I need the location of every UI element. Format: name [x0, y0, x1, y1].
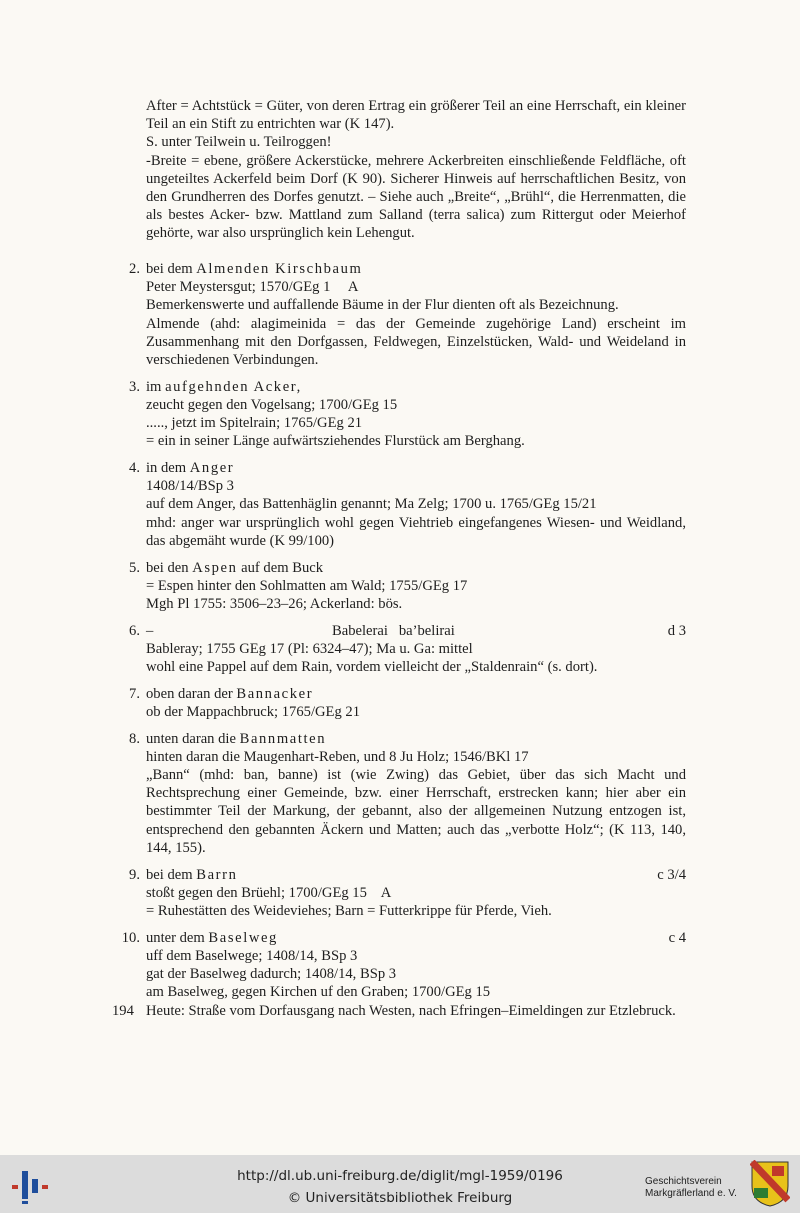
field-name: Almenden Kirschbaum	[196, 261, 363, 277]
entry	[0, 559, 800, 614]
entry-line: = Espen hinter den Sohlmatten am Wald; 1755/GEg 17	[146, 577, 468, 594]
entry-number: 4.	[129, 460, 140, 477]
entry-line: stoßt gegen den Brüehl; 1700/GEg 15 A	[146, 884, 392, 901]
entry-line: Mgh Pl 1755: 3506–23–26; Ackerland: bös.	[146, 595, 403, 612]
field-name: Aspen	[192, 559, 238, 576]
field-name: Anger	[189, 460, 235, 477]
field-name-pronunciation: Babelerai ba’belirai	[332, 622, 455, 639]
entry	[0, 459, 800, 550]
entry-line: Peter Meystersgut; 1570/GEg 1 A	[146, 279, 359, 296]
entry-heading	[146, 622, 686, 640]
heading-prefix: bei den	[146, 559, 193, 576]
heading-suffix: auf dem Buck	[237, 559, 324, 576]
entry-number: 8.	[129, 730, 140, 747]
entry-line: ....., jetzt im Spitelrain; 1765/GEg 21	[146, 415, 363, 432]
heading-prefix: im	[146, 378, 166, 395]
entry-heading	[146, 378, 686, 396]
entry-body	[146, 685, 686, 721]
grid-reference: d 3	[667, 622, 686, 639]
entry-list	[0, 260, 800, 1028]
entry	[0, 730, 800, 857]
entry	[0, 685, 800, 721]
entry-number: 6.	[129, 622, 140, 639]
entry-line: hinten daran die Maugenhart-Reben, und 8 Ju Holz; 1546/BKl 17	[146, 748, 529, 765]
entry-line: Heute: Straße vom Dorfausgang nach Westen, nach Efringen–Eimeldingen zur Etzlebruck.	[146, 1002, 676, 1019]
intro-paragraph: -Breite = ebene, größere Ackerstücke, mehrere Ackerbreiten einschließende Feldfläche, oft ungeteiltes Ackerfeld beim Dorf (K 90). Sicherer Hinweis auf herrschaftlichen Besitz, von den Grundherren des Dorfes genutzt. – Siehe auch „Breite“, „Brühl“, die Herrenmatten, die als bestes Acker- bzw. Mattland zum Salland (terra salica) zum Rittergut oder Meierhof gehörte, war also ursprünglich kein Lehengut.	[146, 152, 686, 242]
entry-number: 2.	[129, 261, 140, 277]
footer-copyright: © Universitätsbibliothek Freiburg	[287, 1190, 513, 1206]
entry-number: 3.	[129, 378, 140, 395]
entry-body	[146, 622, 686, 677]
entry-line: wohl eine Pappel auf dem Rain, vordem vielleicht der „Staldenrain“ (s. dort).	[146, 659, 598, 676]
entry-number: 10.	[121, 929, 140, 946]
heading-prefix: –	[146, 622, 154, 639]
entry-line: „Bann“ (mhd: ban, banne) ist (wie Zwing) das Gebiet, über das sich Macht und Rechtsprechung einer Gemeinde, bzw. einer Herrschaft, erstrecken kann; hier aber ein bestimmter Teil der Markung, der gebannt, also der allgemeinen Nutzung entzogen ist, entsprechend den gebannten Äckern und Matten; auch das „verbotte Holz“; (K 113, 140, 144, 155).	[146, 767, 690, 856]
entry-body	[146, 866, 686, 921]
entry-number: 7.	[129, 685, 140, 702]
entry-body	[146, 260, 690, 369]
entry-line: auf dem Anger, das Battenhäglin genannt; Ma Zelg; 1700 u. 1765/GEg 15/21	[146, 496, 597, 513]
heading-prefix: bei dem	[146, 261, 197, 277]
heading-prefix: oben daran der	[146, 685, 237, 702]
entry-line: Almende (ahd: alagimeinida = das der Gemeinde zugehörige Land) erscheint im Zusammenhang mit den Dorfgassen, Feldwegen, Einzelstücken, Wald- und Weideland in verschiedenen Verbindungen.	[146, 315, 690, 369]
entry-number: 9.	[129, 866, 140, 883]
entry-line: zeucht gegen den Vogelsang; 1700/GEg 15	[146, 396, 398, 413]
heading-prefix: in dem	[146, 460, 190, 477]
society-line2: Markgräflerland e. V.	[645, 1188, 737, 1199]
entry-body	[146, 459, 690, 550]
heading-prefix: bei dem	[146, 866, 197, 883]
entry-line: mhd: anger war ursprünglich wohl gegen Viehtrieb eingefangenes Wiesen- und Weidland, das abgemäht wurde (K 99/100)	[146, 514, 690, 549]
entry-body	[146, 559, 686, 614]
entry-body	[146, 929, 686, 1020]
society-line1: Geschichtsverein	[645, 1176, 722, 1187]
entry-line: ob der Mappachbruck; 1765/GEg 21	[146, 703, 360, 720]
entry-line: uff dem Baselwege; 1408/14, BSp 3	[146, 947, 358, 964]
grid-reference: c 4	[668, 929, 686, 946]
entry-heading	[146, 559, 686, 577]
field-name: Baselweg	[208, 929, 278, 946]
entry-heading	[146, 866, 686, 884]
field-name: Bannacker	[236, 685, 314, 702]
entry-heading	[146, 929, 686, 947]
entry-number: 5.	[129, 559, 140, 576]
entry-body	[146, 378, 686, 451]
entry-heading	[146, 260, 686, 278]
entry-line: Bemerkenswerte und auffallende Bäume in der Flur dienten oft als Bezeichnung.	[146, 297, 619, 314]
entry	[0, 378, 800, 451]
field-name: aufgehnden Acker,	[165, 378, 302, 395]
entry	[0, 622, 800, 677]
entry-line: = Ruhestätten des Weideviehes; Barn = Futterkrippe für Pferde, Vieh.	[146, 903, 552, 919]
field-name: Barrn	[196, 866, 238, 883]
society-name	[645, 1176, 737, 1200]
entry	[0, 866, 800, 921]
field-name: Bannmatten	[239, 730, 327, 747]
entry-heading	[146, 685, 686, 703]
intro-paragraph: S. unter Teilwein u. Teilroggen!	[146, 134, 332, 151]
grid-reference: c 3/4	[657, 866, 686, 883]
footer-url[interactable]: http://dl.ub.uni-freiburg.de/diglit/mgl-1959/0196	[237, 1168, 563, 1184]
entry-body	[146, 730, 690, 857]
entry	[0, 260, 800, 369]
page-number: 194	[112, 1003, 134, 1019]
heading-prefix: unten daran die	[146, 730, 240, 747]
intro-paragraph: After = Achtstück = Güter, von deren Ertrag ein größerer Teil an eine Herrschaft, ein kleiner Teil an ein Stift zu entrichten war (K 147).	[146, 98, 686, 133]
footer-bar	[0, 1155, 800, 1213]
entry-line: = ein in seiner Länge aufwärtsziehendes Flurstück am Berghang.	[146, 433, 525, 450]
entry-line: gat der Baselweg dadurch; 1408/14, BSp 3	[146, 966, 397, 983]
entry-heading	[146, 459, 686, 477]
entry-line: 1408/14/BSp 3	[146, 478, 234, 495]
entry-line: am Baselweg, gegen Kirchen uf den Graben; 1700/GEg 15	[146, 984, 491, 1001]
entry-heading	[146, 730, 686, 748]
entry-line: Bableray; 1755 GEg 17 (Pl: 6324–47); Ma u. Ga: mittel	[146, 640, 473, 657]
coat-of-arms-icon	[750, 1160, 790, 1208]
intro-text	[146, 97, 686, 243]
heading-prefix: unter dem	[146, 929, 209, 946]
